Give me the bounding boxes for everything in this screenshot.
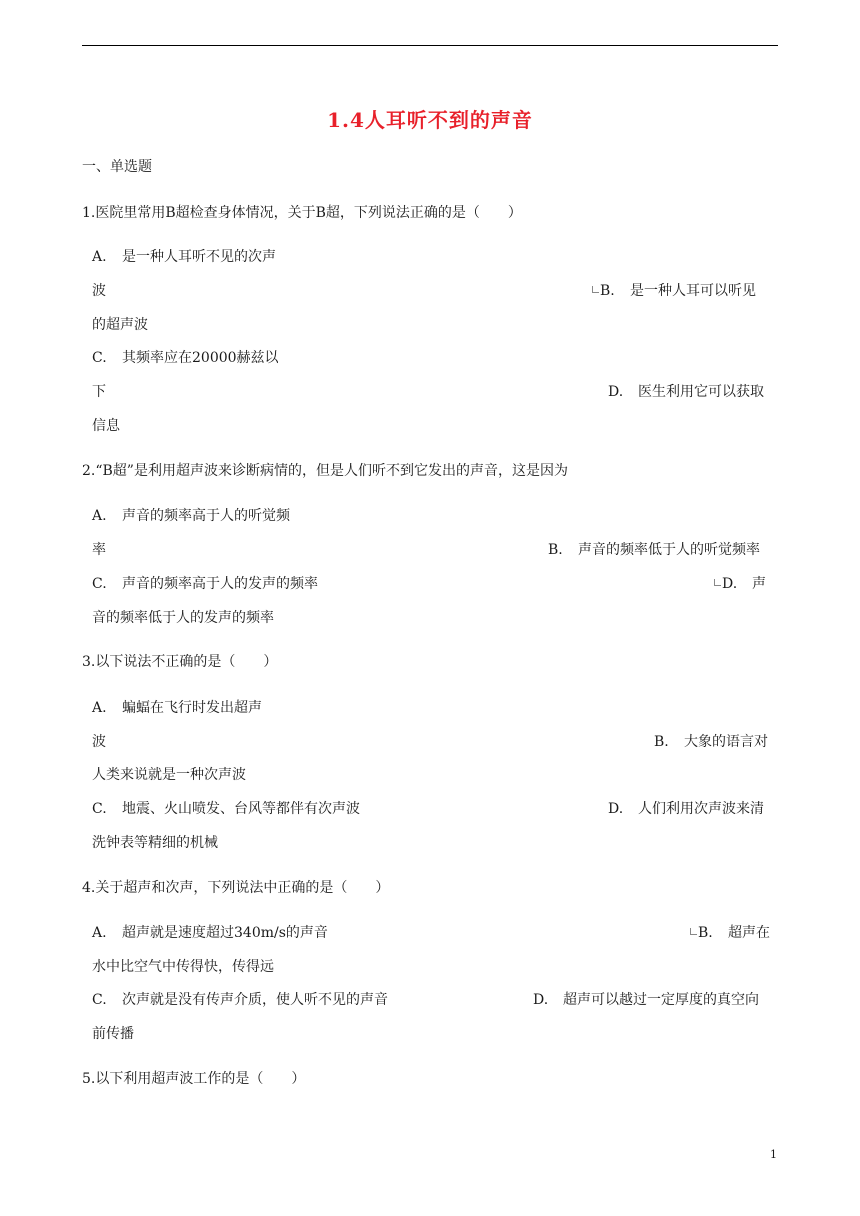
q3-option-a-cont: 波: [92, 734, 106, 750]
anchor-mark-icon: [714, 579, 721, 586]
question-3-stem: 3.以下说法不正确的是（ ）: [82, 654, 278, 670]
page-number: 1: [770, 1148, 777, 1161]
q1-option-c-cont: 下: [92, 384, 106, 400]
q3-option-d: D. 人们利用次声波来清: [608, 801, 764, 817]
q1-option-b-cont: 的超声波: [92, 317, 148, 333]
q2-option-d-cont: 音的频率低于人的发声的频率: [92, 610, 274, 626]
q3-option-c: C. 地震、火山喷发、台风等都伴有次声波: [92, 801, 360, 817]
q2-option-c: C. 声音的频率高于人的发声的频率: [92, 576, 318, 592]
header-rule: [82, 45, 778, 46]
q4-option-d-cont: 前传播: [92, 1026, 134, 1042]
q1-option-a-cont: 波: [92, 283, 106, 299]
q3-option-a: A. 蝙蝠在飞行时发出超声: [92, 700, 262, 716]
section-heading: 一、单选题: [82, 159, 152, 175]
q4-option-b-cont: 水中比空气中传得快，传得远: [92, 959, 274, 975]
anchor-mark-icon: [690, 928, 697, 935]
q1-option-d: D. 医生利用它可以获取: [608, 384, 764, 400]
document-title: 1.4人耳听不到的声音: [327, 108, 533, 132]
question-5-stem: 5.以下利用超声波工作的是（ ）: [82, 1071, 306, 1087]
anchor-mark-icon: [592, 286, 599, 293]
q3-option-b: B. 大象的语言对: [654, 734, 768, 750]
q1-option-b: B. 是一种人耳可以听见: [592, 281, 756, 301]
q3-option-d-cont: 洗钟表等精细的机械: [92, 835, 218, 851]
q4-option-b: B. 超声在: [690, 923, 770, 943]
question-2-stem: 2.“B超”是利用超声波来诊断病情的，但是人们听不到它发出的声音，这是因为: [82, 463, 568, 479]
q4-option-a: A. 超声就是速度超过340m/s的声音: [92, 925, 328, 941]
q2-option-a-cont: 率: [92, 542, 106, 558]
question-4-stem: 4.关于超声和次声，下列说法中正确的是（ ）: [82, 880, 390, 896]
q1-option-a: A. 是一种人耳听不见的次声: [92, 249, 276, 265]
q4-option-c: C. 次声就是没有传声介质，使人听不见的声音: [92, 992, 388, 1008]
q1-option-c: C. 其频率应在20000赫兹以: [92, 350, 279, 366]
q2-option-b: B. 声音的频率低于人的听觉频率: [548, 542, 760, 558]
q3-option-b-cont: 人类来说就是一种次声波: [92, 767, 246, 783]
q2-option-d: D. 声: [714, 574, 766, 594]
q2-option-a: A. 声音的频率高于人的听觉频: [92, 508, 290, 524]
q1-option-d-cont: 信息: [92, 418, 120, 434]
q4-option-d: D. 超声可以越过一定厚度的真空向: [533, 992, 759, 1008]
question-1-stem: 1.医院里常用B超检查身体情况，关于B超，下列说法正确的是（ ）: [82, 205, 522, 221]
